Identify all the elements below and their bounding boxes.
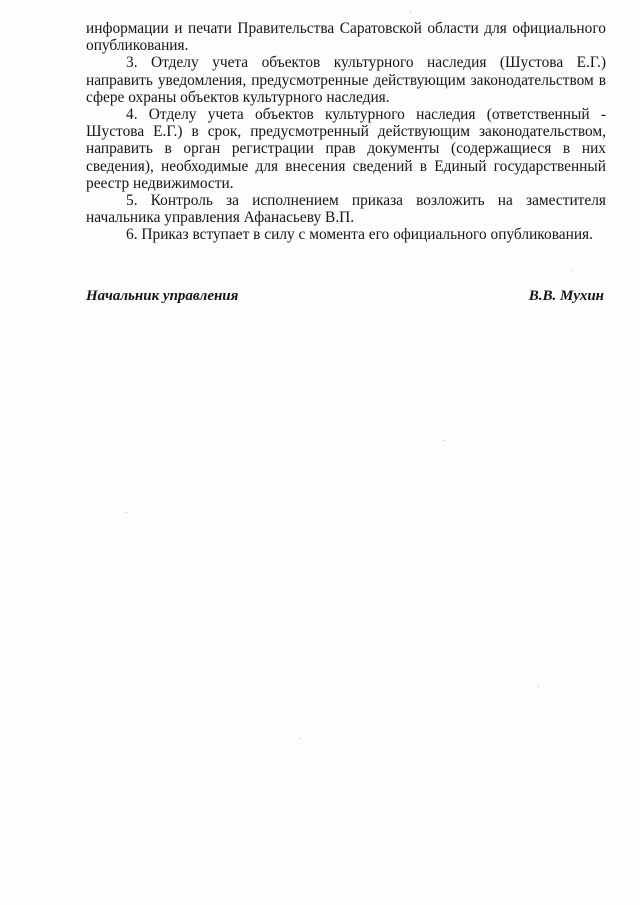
scan-speck (538, 686, 539, 687)
signer-position: Начальник управления (86, 288, 239, 304)
scan-speck (126, 512, 127, 513)
paragraph-item-3: 3. Отделу учета объектов культурного наследия (Шустова Е.Г.) направить уведомления, предусмотренные действующим законодательством в сфере охраны объектов культурного наследия. (86, 54, 606, 106)
order-text (86, 20, 606, 244)
paragraph-item-6: 6. Приказ вступает в силу с момента его официального опубликования. (126, 226, 593, 244)
scan-speck (410, 12, 411, 13)
signature-block (86, 288, 604, 308)
paragraph-continuation: информации и печати Правительства Саратовской области для официального опубликования. (86, 20, 606, 55)
scan-speck (300, 738, 301, 739)
signer-name: В.В. Мухин (528, 288, 604, 304)
paragraph-item-4: 4. Отделу учета объектов культурного наследия (ответственный - Шустова Е.Г.) в срок, предусмотренный действующим законодательством, направить в орган регистрации прав документы (содержащиеся в них сведения), необходимые для внесения сведений в Единый государственный реестр недвижимости. (86, 106, 606, 192)
scan-speck (444, 440, 445, 441)
scan-speck (572, 270, 573, 271)
paragraph-item-5: 5. Контроль за исполнением приказа возложить на заместителя начальника управления Афанасьеву В.П. (86, 192, 606, 227)
